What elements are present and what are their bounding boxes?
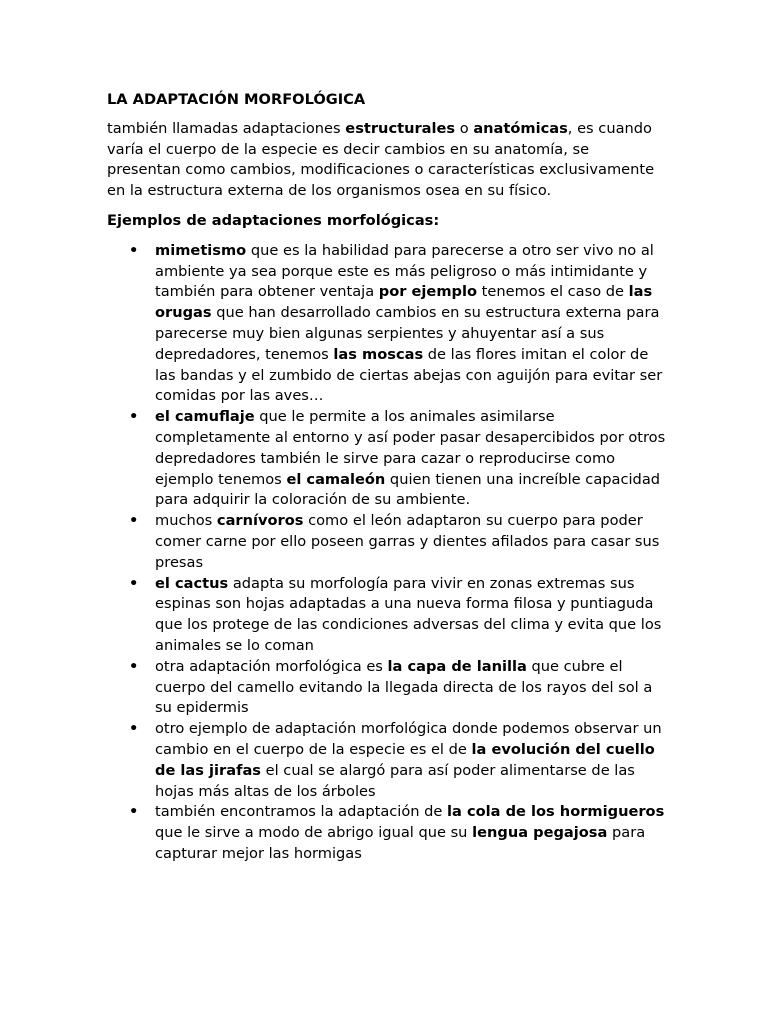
bullet-icon: • <box>129 574 139 592</box>
list-item-bold-text: la cola de los hormigueros <box>447 803 665 821</box>
list-item-text: también encontramos la adaptación de <box>155 803 448 821</box>
intro-text: , es cuando varía el cuerpo de la especie es decir cambios en su anatomía, se presentan como cambios, modificaciones o características exclusivamente en la estructura externa de los organismos osea en su físico. <box>107 119 655 200</box>
list-item-text: que cubre el cuerpo del camello evitando la llegada directa de los rayos del sol a su epidermis <box>155 657 653 717</box>
list-item <box>107 802 667 864</box>
list-item-bold-text: el camaleón <box>286 470 386 488</box>
list-item-bold-text: las orugas <box>155 283 653 322</box>
list-item-text: adapta su morfología para vivir en zonas extremas sus espinas son hojas adaptadas a una nueva forma filosa y puntiaguda que los protege de las condiciones adversas del clima y evita que los animales se lo coman <box>155 574 662 654</box>
list-item <box>107 241 667 407</box>
list-item-text: quien tienen una increíble capacidad para adquirir la coloración de su ambiente. <box>155 470 661 509</box>
document-page <box>107 90 667 865</box>
list-item-text: el cual se alargó para así poder alimentarse de las hojas más altas de los árboles <box>155 761 635 800</box>
list-item <box>107 574 667 657</box>
list-item-bold-text: mimetismo <box>155 241 247 259</box>
list-item <box>107 657 667 719</box>
bullet-icon: • <box>129 512 139 530</box>
intro-text: o <box>455 119 474 137</box>
list-item-bold-text: el camuflaje <box>155 408 255 426</box>
list-item-text: para capturar mejor las hormigas <box>155 824 646 862</box>
list-item-bold-text: carnívoros <box>216 512 304 530</box>
list-item-bold-text: el cactus <box>155 574 229 592</box>
document-title: LA ADAPTACIÓN MORFOLÓGICA <box>107 91 366 108</box>
list-item-bold-text: la capa de lanilla <box>387 657 527 675</box>
bullet-icon: • <box>129 408 139 426</box>
list-item-bold-text: la evolución del cuello de las jirafas <box>155 740 655 779</box>
list-item <box>107 719 667 802</box>
bullet-icon: • <box>129 720 139 738</box>
list-item-bold-text: lengua pegajosa <box>472 824 608 842</box>
list-item-bold-text: por ejemplo <box>378 283 478 301</box>
bullet-icon: • <box>129 803 139 821</box>
list-item <box>107 407 667 511</box>
intro-paragraph <box>107 119 667 202</box>
list-item-text: de las flores imitan el color de las bandas y el zumbido de ciertas abejas con aguijón para evitar ser comidas por las aves… <box>155 345 663 405</box>
list-item-text: otro ejemplo de adaptación morfológica donde podemos observar un cambio en el cuerpo de la especie es el de <box>155 720 662 758</box>
list-item <box>107 511 667 573</box>
list-item-text: otra adaptación morfológica es <box>155 657 388 675</box>
list-item-text: como el león adaptaron su cuerpo para poder comer carne por ello poseen garras y dientes afilados para casar sus presas <box>155 512 660 571</box>
list-item-bold-text: las moscas <box>333 345 424 363</box>
list-item-text: que es la habilidad para parecerse a otro ser vivo no al ambiente ya sea porque este es más peligroso o más intimidante y también para obtener ventaja <box>155 241 654 301</box>
examples-heading: Ejemplos de adaptaciones morfológicas: <box>107 211 440 229</box>
intro-bold-text: anatómicas <box>473 119 568 137</box>
list-item-text: muchos <box>155 512 217 530</box>
list-item-text: que han desarrollado cambios en su estructura externa para parecerse muy bien algunas serpientes y ahuyentar así a sus depredadores, tenemos <box>155 304 660 363</box>
intro-text: también llamadas adaptaciones <box>107 119 346 137</box>
list-item-text: tenemos el caso de <box>477 283 629 301</box>
bullet-icon: • <box>129 657 139 675</box>
list-item-text: que le sirve a modo de abrigo igual que su <box>155 824 473 842</box>
intro-bold-text: estructurales <box>345 119 456 137</box>
examples-list <box>107 241 667 865</box>
list-item-text: que le permite a los animales asimilarse completamente al entorno y así poder pasar desapercibidos por otros depredadores también le sirve para cazar o reproducirse como ejemplo tenemos <box>155 408 666 488</box>
bullet-icon: • <box>129 241 139 259</box>
